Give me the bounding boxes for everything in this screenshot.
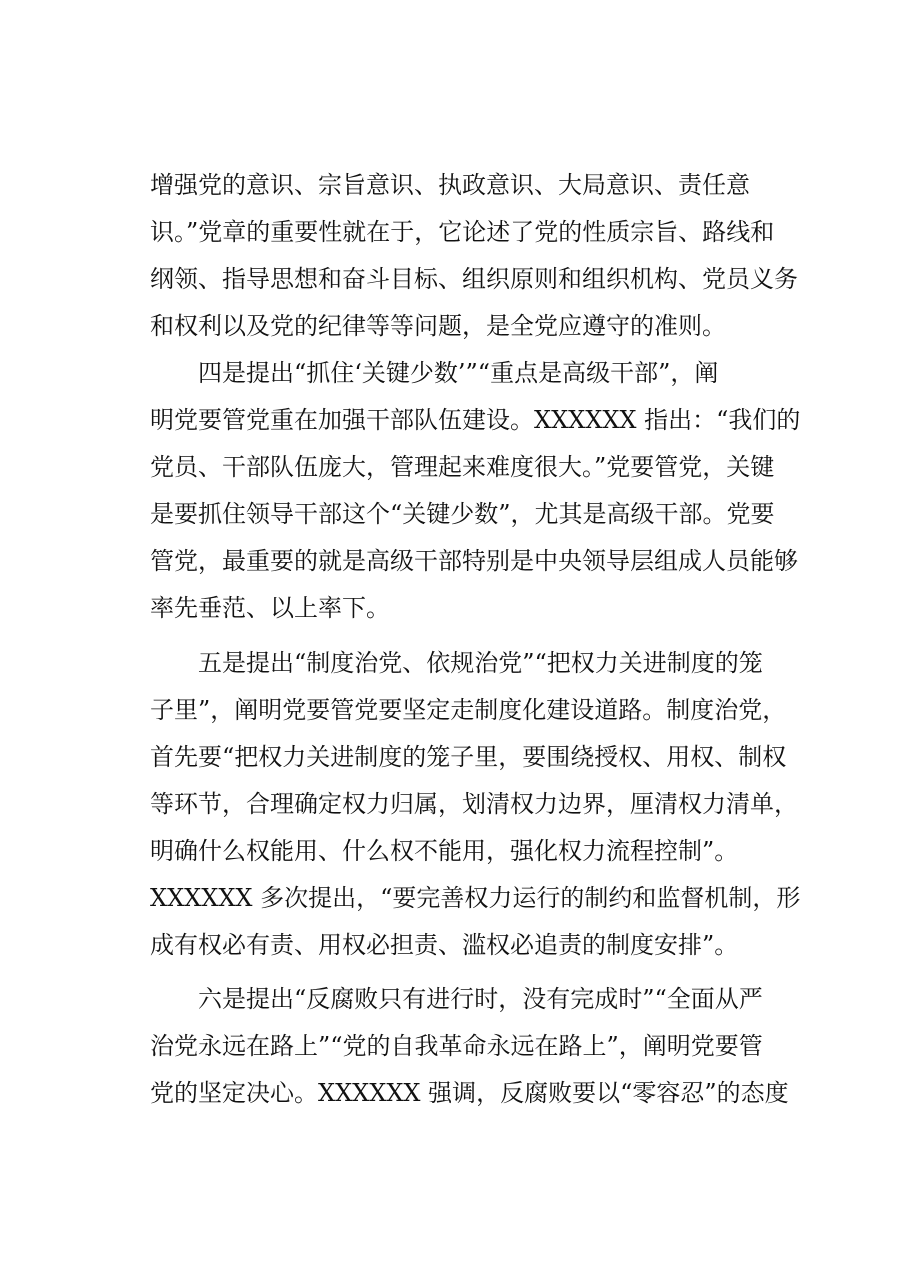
text-line: 治党永远在路上”“党的自我革命永远在路上”，阐明党要管 — [150, 1032, 763, 1060]
text-line: 是要抓住领导干部这个“关键少数”，尤其是高级干部。党要 — [150, 500, 775, 528]
text-line: 识。”党章的重要性就在于，它论述了党的性质宗旨、路线和 — [150, 218, 775, 246]
text-line: 管党，最重要的就是高级干部特别是中央领导层组成人员能够 — [150, 547, 798, 575]
text-line: 明党要管党重在加强干部队伍建设。XXXXXX 指出：“我们的 — [150, 406, 801, 434]
text-line: 增强党的意识、宗旨意识、执政意识、大局意识、责任意 — [150, 171, 750, 199]
text-line: 纲领、指导思想和奋斗目标、组织原则和组织机构、党员义务 — [150, 265, 798, 293]
text-line: 党的坚定决心。XXXXXX 强调，反腐败要以“零容忍”的态度 — [150, 1079, 789, 1107]
text-line: 明确什么权能用、什么权不能用，强化权力流程控制”。 — [150, 837, 739, 865]
text-line: XXXXXX 多次提出，“要完善权力运行的制约和监督机制，形 — [150, 884, 801, 912]
paragraph-start-line: 五是提出“制度治党、依规治党”“把权力关进制度的笼 — [198, 649, 763, 677]
text-line: 党员、干部队伍庞大，管理起来难度很大。”党要管党，关键 — [150, 453, 775, 481]
text-line: 首先要“把权力关进制度的笼子里，要围绕授权、用权、制权 — [150, 743, 787, 771]
text-line: 等环节，合理确定权力归属，划清权力边界，厘清权力清单， — [150, 790, 798, 818]
paragraph-start-line: 六是提出“反腐败只有进行时，没有完成时”“全面从严 — [198, 985, 763, 1013]
paragraph-start-line: 四是提出“抓住‘关键少数’”“重点是高级干部”，阐 — [198, 359, 719, 387]
text-line: 成有权必有责、用权必担责、滥权必追责的制度安排”。 — [150, 931, 739, 959]
text-line: 率先垂范、以上率下。 — [150, 594, 390, 622]
text-line: 和权利以及党的纪律等等问题，是全党应遵守的准则。 — [150, 312, 726, 340]
text-line: 子里”，阐明党要管党要坚定走制度化建设道路。制度治党， — [150, 696, 787, 724]
